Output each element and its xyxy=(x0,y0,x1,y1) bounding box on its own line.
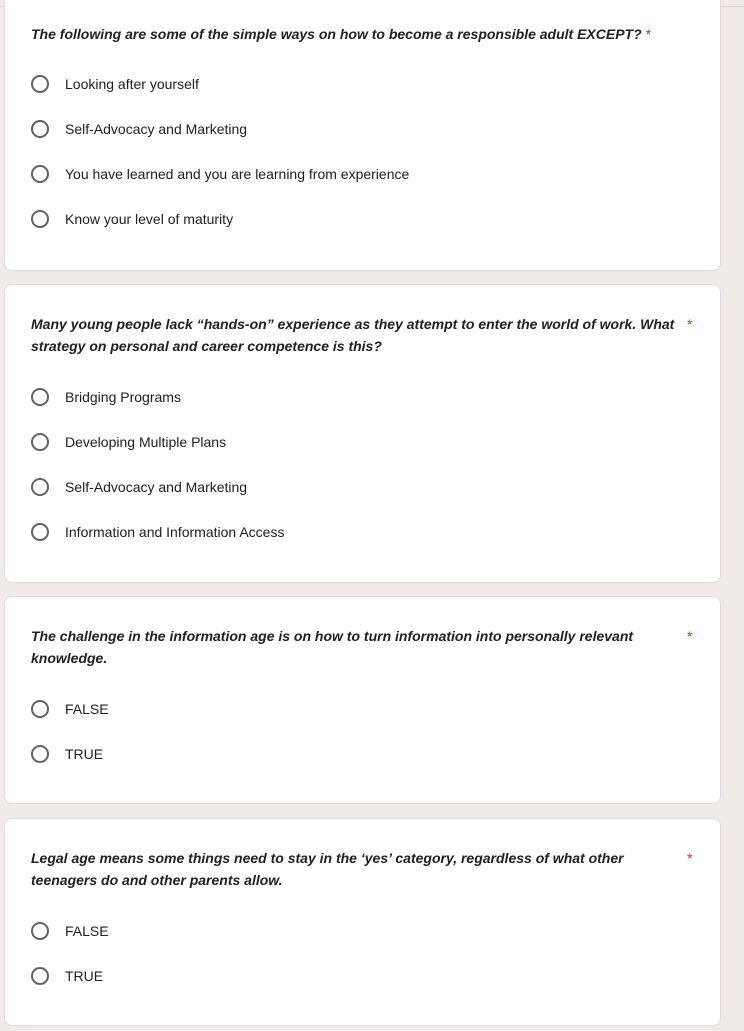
radio-button[interactable] xyxy=(31,700,49,718)
question-text: The following are some of the simple ways on how to become a responsible adult EXCEPT? xyxy=(31,26,642,42)
question-title: Legal age means some things need to stay in the ‘yes’ category, regardless of what other teenagers do and other parents allow. xyxy=(31,850,624,888)
radio-button[interactable] xyxy=(31,210,49,228)
option-label: Developing Multiple Plans xyxy=(65,434,227,450)
option-label: FALSE xyxy=(65,923,109,939)
radio-button[interactable] xyxy=(31,75,49,93)
option-label: TRUE xyxy=(65,746,104,762)
required-asterisk: * xyxy=(645,26,652,42)
radio-button[interactable] xyxy=(31,433,49,451)
required-asterisk: * xyxy=(687,850,693,866)
option-bridging-programs[interactable] xyxy=(31,385,181,409)
radio-button[interactable] xyxy=(31,120,49,138)
option-label: Looking after yourself xyxy=(65,76,199,92)
radio-button[interactable] xyxy=(31,523,49,541)
question-card-4 xyxy=(4,818,721,1026)
option-developing-multiple-plans[interactable] xyxy=(31,430,226,454)
option-looking-after-yourself[interactable] xyxy=(31,72,199,96)
option-label: FALSE xyxy=(65,701,109,717)
option-false[interactable] xyxy=(31,697,109,721)
option-self-advocacy-and-marketing[interactable] xyxy=(31,117,247,141)
radio-button[interactable] xyxy=(31,922,49,940)
radio-button[interactable] xyxy=(31,745,49,763)
radio-button[interactable] xyxy=(31,165,49,183)
question-card-1 xyxy=(4,0,721,271)
radio-button[interactable] xyxy=(31,967,49,985)
radio-button[interactable] xyxy=(31,388,49,406)
option-true[interactable] xyxy=(31,964,103,988)
option-label: Bridging Programs xyxy=(65,389,181,405)
option-false[interactable] xyxy=(31,919,109,943)
required-asterisk: * xyxy=(687,628,693,644)
option-label: Know your level of maturity xyxy=(65,211,234,227)
question-card-2 xyxy=(4,284,721,583)
option-learning-from-experience[interactable] xyxy=(31,162,409,186)
option-label: TRUE xyxy=(65,968,104,984)
question-title: The challenge in the information age is on how to turn information into personally relevant knowledge. xyxy=(31,628,634,666)
option-label: Self-Advocacy and Marketing xyxy=(65,121,248,137)
option-true[interactable] xyxy=(31,742,103,766)
option-label: Self-Advocacy and Marketing xyxy=(65,479,248,495)
option-label: Information and Information Access xyxy=(65,524,285,540)
question-card-3 xyxy=(4,596,721,804)
question-title: Many young people lack “hands-on” experience as they attempt to enter the world of work. What strategy on personal and career competence is this? xyxy=(31,316,675,354)
option-know-your-level-of-maturity[interactable] xyxy=(31,207,233,231)
radio-button[interactable] xyxy=(31,478,49,496)
option-label: You have learned and you are learning from experience xyxy=(65,166,410,182)
option-self-advocacy-and-marketing[interactable] xyxy=(31,475,247,499)
question-title xyxy=(31,23,691,45)
option-information-access[interactable] xyxy=(31,520,284,544)
required-asterisk: * xyxy=(687,316,693,332)
